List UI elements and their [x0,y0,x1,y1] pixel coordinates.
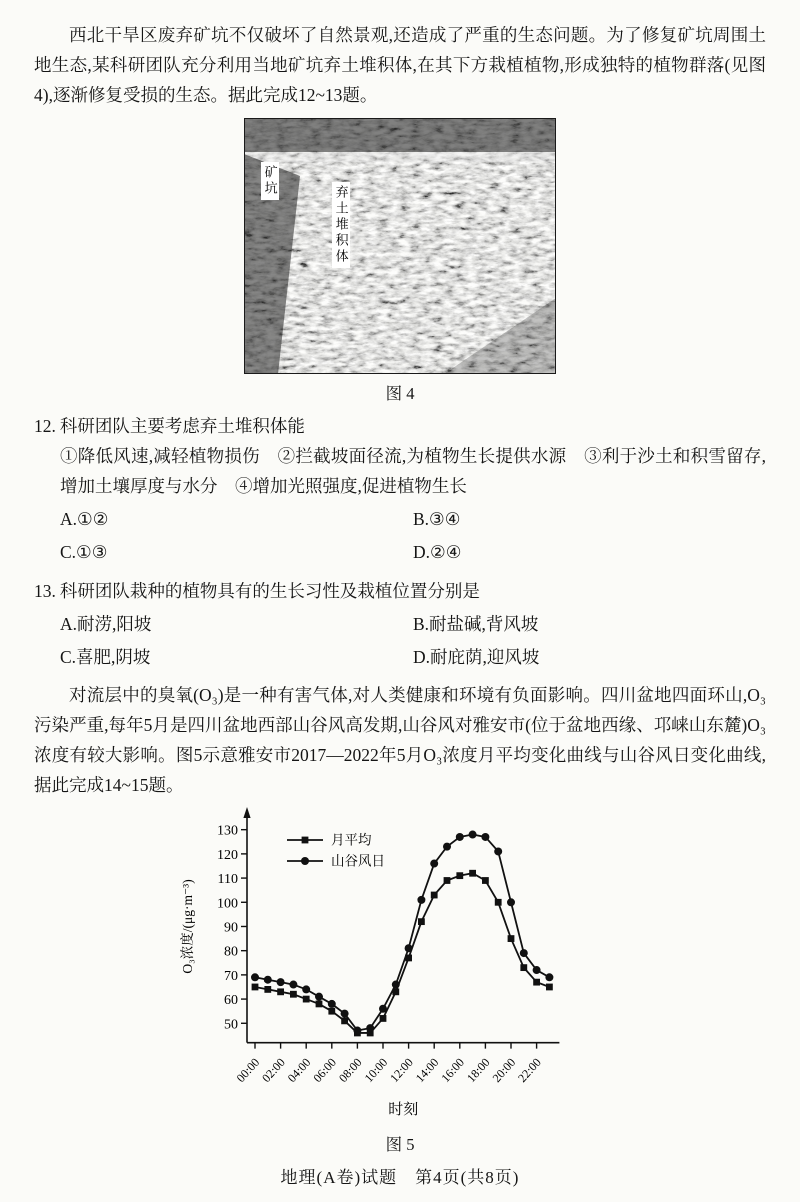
figure4 [244,118,556,374]
page-footer: 地理(A卷)试题 第4页(共8页) [280,1168,520,1187]
svg-text:10:00: 10:00 [361,1055,391,1085]
question-12 [34,411,766,569]
mine-photo [244,118,556,374]
question-12-items: ①降低风速,减轻植物损伤 ②拦截坡面径流,为植物生长提供水源 ③利于沙土和积雪留存,增加土壤厚度与水分 ④增加光照强度,促进植物生长 [60,446,766,496]
svg-text:70: 70 [224,968,238,984]
question-13-stem: 科研团队栽种的植物具有的生长习性及栽植位置分别是 [59,581,480,601]
figure5-caption: 图 5 [385,1135,415,1154]
question-12-options [60,503,766,569]
svg-text:14:00: 14:00 [412,1055,442,1085]
svg-text:04:00: 04:00 [284,1055,314,1085]
intro-paragraph-mine: 西北干旱区废弃矿坑不仅破坏了自然景观,还造成了严重的生态问题。为了修复矿坑周围土地生态,某科研团队充分利用当地矿坑弃土堆积体,在其下方栽植植物,形成独特的植物群落(见图4),逐渐修复受损的生态。据此完成12~13题。 [34,25,766,105]
svg-text:80: 80 [224,944,238,960]
svg-text:90: 90 [224,920,238,936]
option-b: B.③④ [413,509,461,529]
figure5-chart [175,804,625,1120]
question-12-number: 12. [34,416,56,436]
option-d: D.②④ [413,542,462,562]
photo-label-waste-soil-mound: 弃土堆积体 [332,182,350,268]
option-c: C.喜肥,阴坡 [60,647,151,667]
photo-label-mine-pit: 矿坑 [261,162,279,200]
svg-text:16:00: 16:00 [438,1055,468,1085]
svg-text:06:00: 06:00 [310,1055,340,1085]
svg-text:130: 130 [217,823,238,839]
svg-text:20:00: 20:00 [489,1055,519,1085]
question-13-number: 13. [34,581,56,601]
svg-text:02:00: 02:00 [259,1055,288,1085]
svg-text:22:00: 22:00 [515,1055,544,1085]
figure5 [34,804,766,1155]
svg-text:110: 110 [217,872,238,888]
svg-text:12:00: 12:00 [387,1055,416,1085]
svg-text:50: 50 [224,1017,238,1033]
svg-text:00:00: 00:00 [233,1055,263,1085]
intro-paragraph-ozone: 对流层中的臭氧(O₃)是一种有害气体,对人类健康和环境有负面影响。四川盆地四面环山,O₃污染严重,每年5月是四川盆地西部山谷风高发期,山谷风对雅安市(位于盆地西缘、邛崃山东麓)O₃浓度有较大影响。图5示意雅安市2017—2022年5月O₃浓度月平均变化曲线与山谷风日变化曲线,据此完成14~15题。 [34,685,766,795]
option-d: D.耐庇荫,迎风坡 [413,647,540,667]
svg-text:18:00: 18:00 [463,1055,493,1085]
svg-text:60: 60 [224,993,238,1009]
option-a: A.①② [60,509,109,529]
svg-text:100: 100 [217,896,238,912]
question-12-stem: 科研团队主要考虑弃土堆积体能 [59,416,305,436]
svg-text:月平均: 月平均 [331,832,372,848]
svg-text:120: 120 [217,847,238,863]
option-b: B.耐盐碱,背风坡 [413,614,539,634]
figure4-caption: 图 4 [385,384,415,403]
svg-text:时刻: 时刻 [388,1102,419,1118]
question-13-options [60,608,766,674]
question-13 [34,576,766,674]
svg-text:O₃浓度/(μg·m⁻³): O₃浓度/(μg·m⁻³) [180,879,195,974]
option-a: A.耐涝,阳坡 [60,614,152,634]
option-c: C.①③ [60,542,108,562]
svg-text:08:00: 08:00 [335,1055,365,1085]
svg-text:山谷风日: 山谷风日 [331,853,385,869]
